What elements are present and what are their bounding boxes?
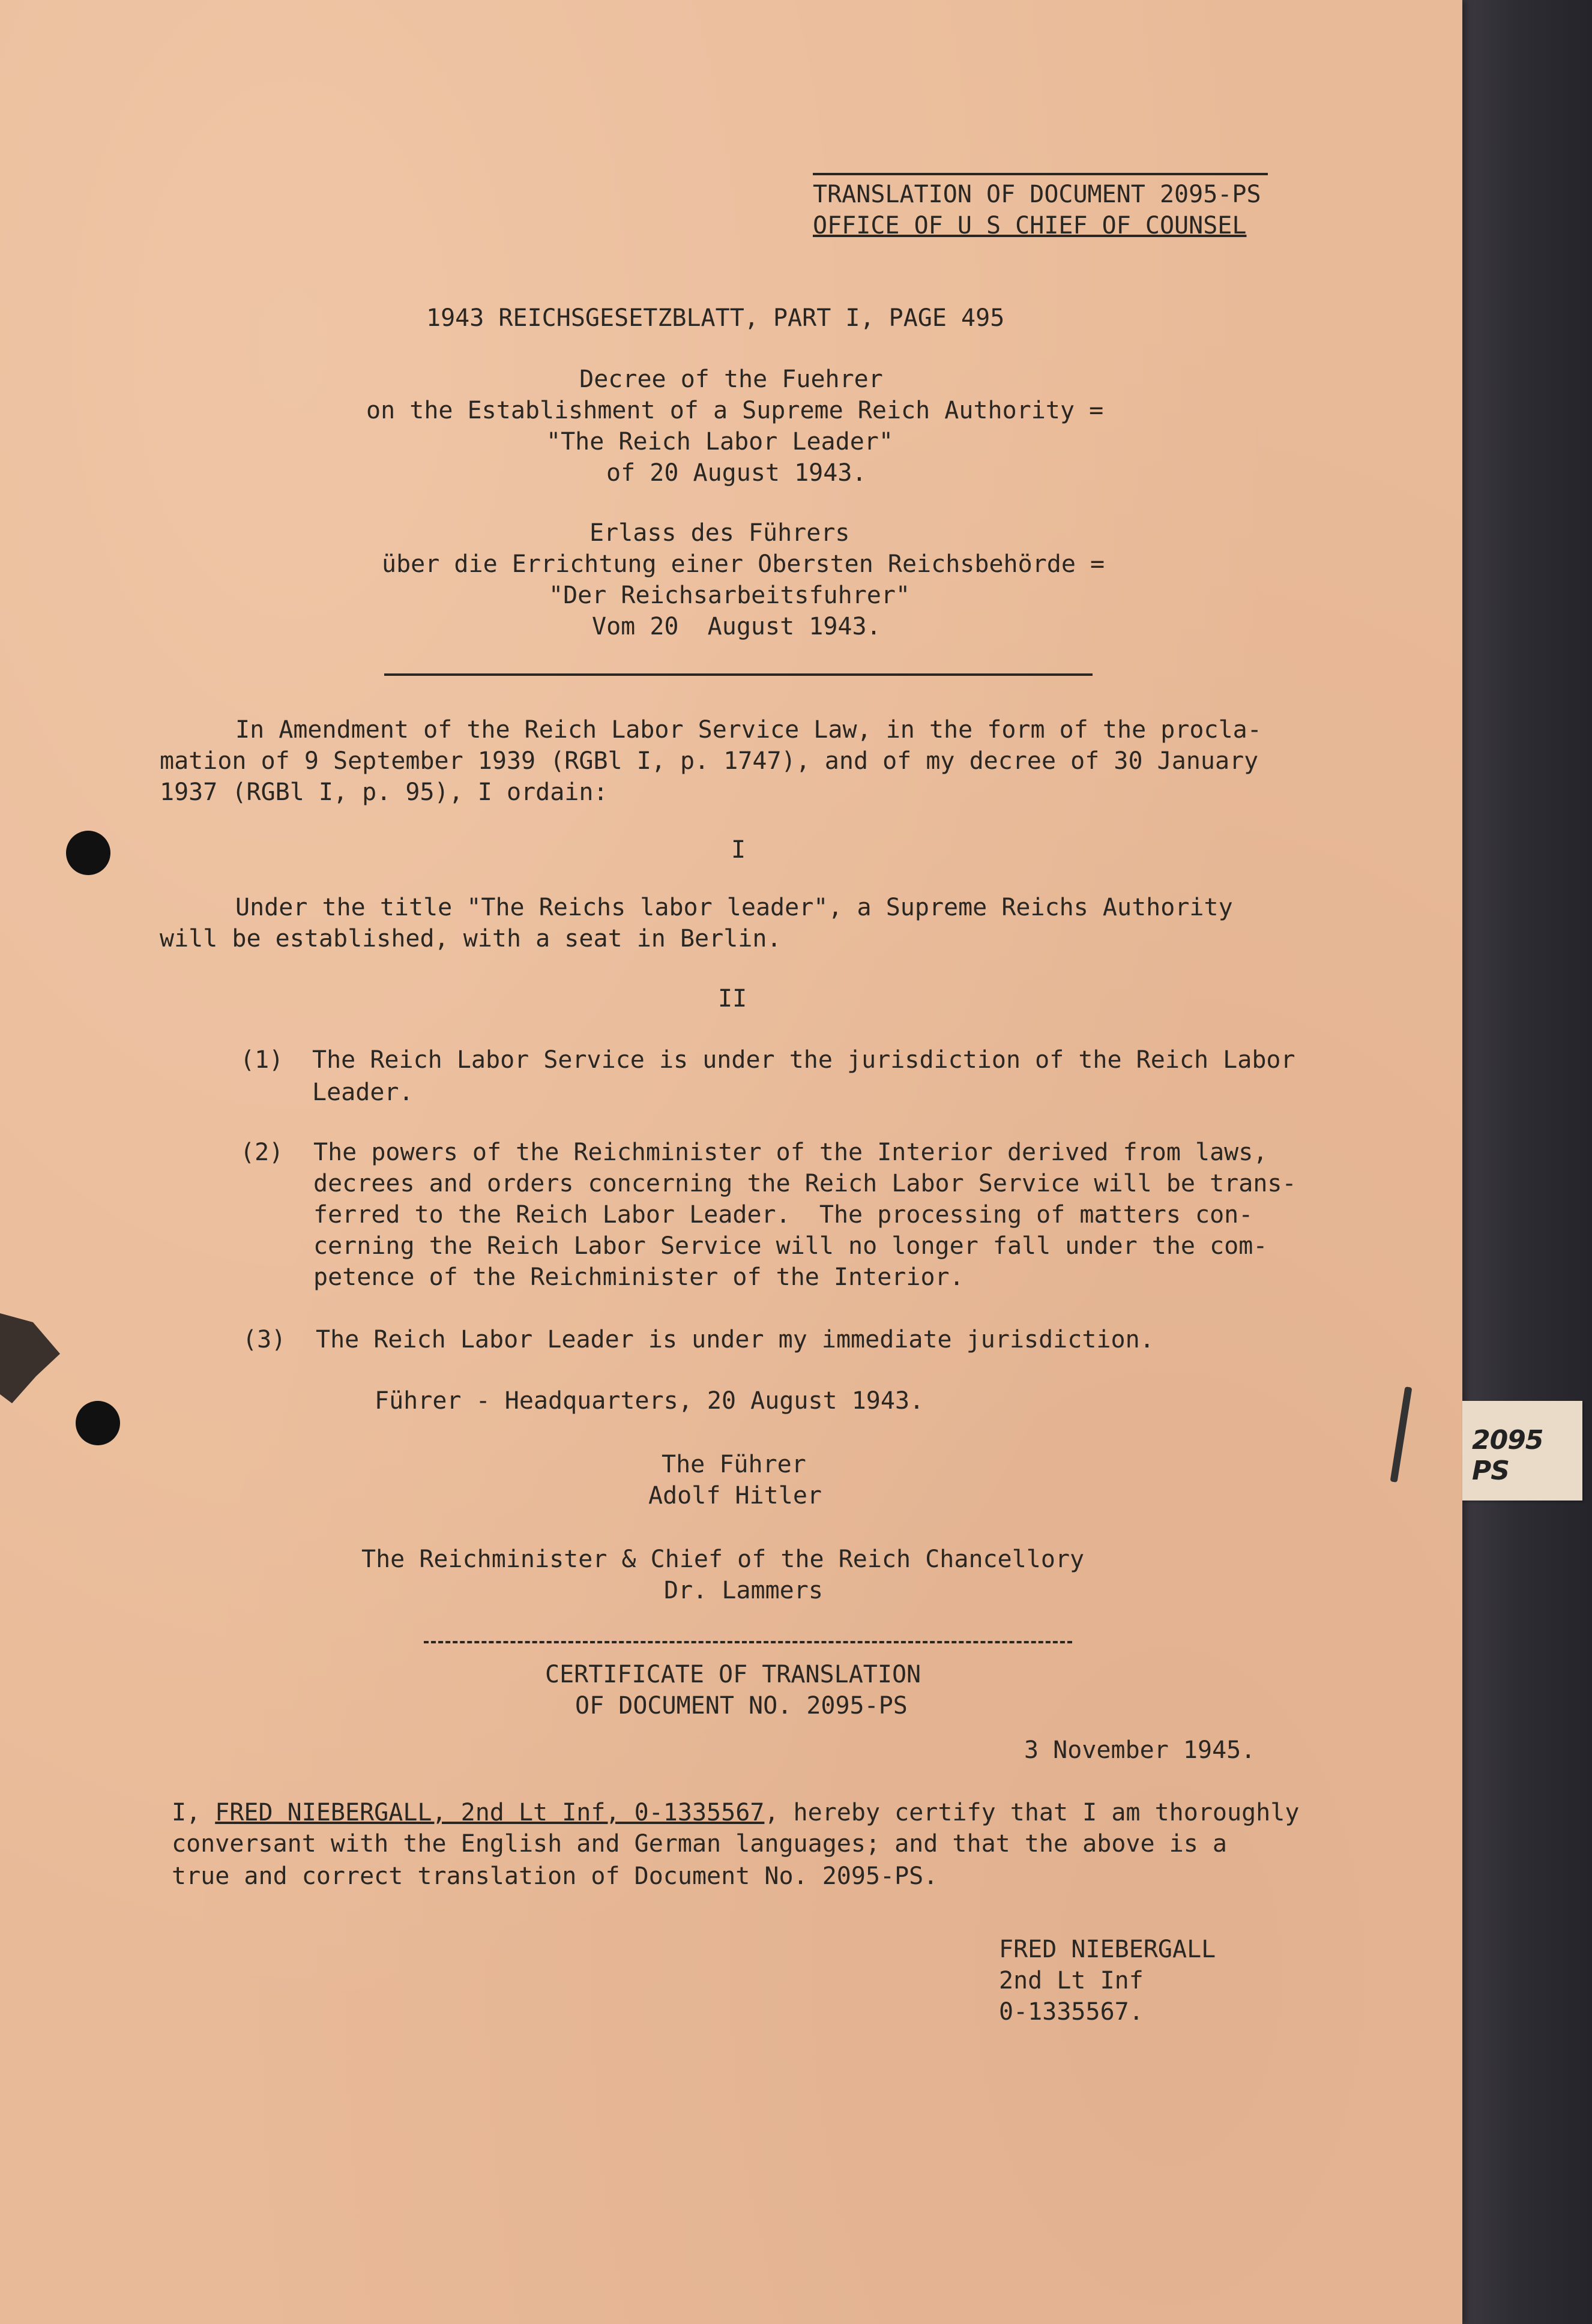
certificate-translator-name: FRED NIEBERGALL, 2nd Lt Inf, 0-1335567 xyxy=(215,1799,765,1826)
section-1-line-2: will be established, with a seat in Berlin. xyxy=(160,925,782,953)
english-title-line-2: on the Establishment of a Supreme Reich Authority = xyxy=(366,397,1104,424)
punch-hole-bottom xyxy=(76,1401,120,1445)
signature-1-name: Adolf Hitler xyxy=(648,1482,822,1510)
punch-hole-top xyxy=(66,831,110,875)
item-2-line-5: petence of the Reichminister of the Interior. xyxy=(313,1263,964,1291)
signer-rank: 2nd Lt Inf xyxy=(999,1967,1144,1994)
signer-serial: 0-1335567. xyxy=(999,1998,1144,2026)
certificate-body-rest: , hereby certify that I am thoroughly xyxy=(764,1799,1300,1826)
german-title-line-2: über die Errichtung einer Obersten Reichsbehörde = xyxy=(382,550,1105,578)
section-1-line-1: Under the title "The Reichs labor leader", a Supreme Reichs Authority xyxy=(235,894,1233,921)
signer-name: FRED NIEBERGALL xyxy=(999,1936,1216,1963)
certificate-body-prefix: I, xyxy=(172,1799,216,1826)
binder-edge xyxy=(1462,0,1592,2324)
header-top-rule xyxy=(813,173,1268,175)
section-1-numeral: I xyxy=(731,836,746,864)
certificate-divider xyxy=(424,1641,1072,1643)
german-title-line-3: "Der Reichsarbeitsfuhrer" xyxy=(549,582,911,609)
place-date: Führer - Headquarters, 20 August 1943. xyxy=(375,1387,924,1415)
signature-2-title: The Reichminister & Chief of the Reich Chancellory xyxy=(361,1546,1085,1573)
german-title-line-4: Vom 20 August 1943. xyxy=(592,613,881,640)
certificate-body-line-3: true and correct translation of Document No. 2095-PS. xyxy=(172,1862,938,1890)
item-2-number: (2) xyxy=(240,1139,284,1166)
header-line-2: OFFICE OF U S CHIEF OF COUNSEL xyxy=(813,212,1247,239)
document-tab xyxy=(1462,1401,1582,1501)
preamble-line-2: mation of 9 September 1939 (RGBl I, p. 1747), and of my decree of 30 January xyxy=(160,747,1259,775)
certificate-body-line-1 xyxy=(172,1797,1299,1828)
item-1-line-2: Leader. xyxy=(312,1079,414,1106)
section-2-numeral: II xyxy=(718,985,747,1013)
certificate-title-line-1: CERTIFICATE OF TRANSLATION xyxy=(545,1661,921,1688)
header-line-1: TRANSLATION OF DOCUMENT 2095-PS xyxy=(813,181,1261,208)
tab-label: 2095 PS xyxy=(1472,1425,1543,1486)
english-title-line-4: of 20 August 1943. xyxy=(606,459,867,487)
pen-mark xyxy=(1390,1386,1413,1483)
item-2-line-3: ferred to the Reich Labor Leader. The processing of matters con- xyxy=(313,1201,1253,1229)
signature-1-title: The Führer xyxy=(662,1451,806,1478)
certificate-body-line-2: conversant with the English and German languages; and that the above is a xyxy=(172,1830,1227,1858)
certificate-date: 3 November 1945. xyxy=(1024,1736,1256,1764)
item-1-number: (1) xyxy=(240,1046,284,1074)
item-2-line-2: decrees and orders concerning the Reich Labor Service will be trans- xyxy=(313,1170,1297,1197)
preamble-line-1: In Amendment of the Reich Labor Service Law, in the form of the procla- xyxy=(235,716,1262,744)
item-1-line-1: The Reich Labor Service is under the jurisdiction of the Reich Labor xyxy=(312,1046,1295,1074)
english-title-line-1: Decree of the Fuehrer xyxy=(579,366,883,393)
item-3-line-1: The Reich Labor Leader is under my immediate jurisdiction. xyxy=(316,1326,1154,1353)
english-title-line-3: "The Reich Labor Leader" xyxy=(546,428,893,456)
page-tear xyxy=(0,1313,60,1403)
item-2-line-4: cerning the Reich Labor Service will no longer fall under the com- xyxy=(313,1232,1268,1260)
signature-2-name: Dr. Lammers xyxy=(664,1577,823,1604)
title-divider xyxy=(384,673,1093,676)
item-3-number: (3) xyxy=(243,1326,286,1353)
source-citation: 1943 REICHSGESETZBLATT, PART I, PAGE 495 xyxy=(426,304,1005,332)
certificate-title-line-2: OF DOCUMENT NO. 2095-PS xyxy=(575,1692,908,1720)
item-2-line-1: The powers of the Reichminister of the Interior derived from laws, xyxy=(313,1139,1268,1166)
german-title-line-1: Erlass des Führers xyxy=(589,519,850,547)
preamble-line-3: 1937 (RGBl I, p. 95), I ordain: xyxy=(160,778,608,806)
